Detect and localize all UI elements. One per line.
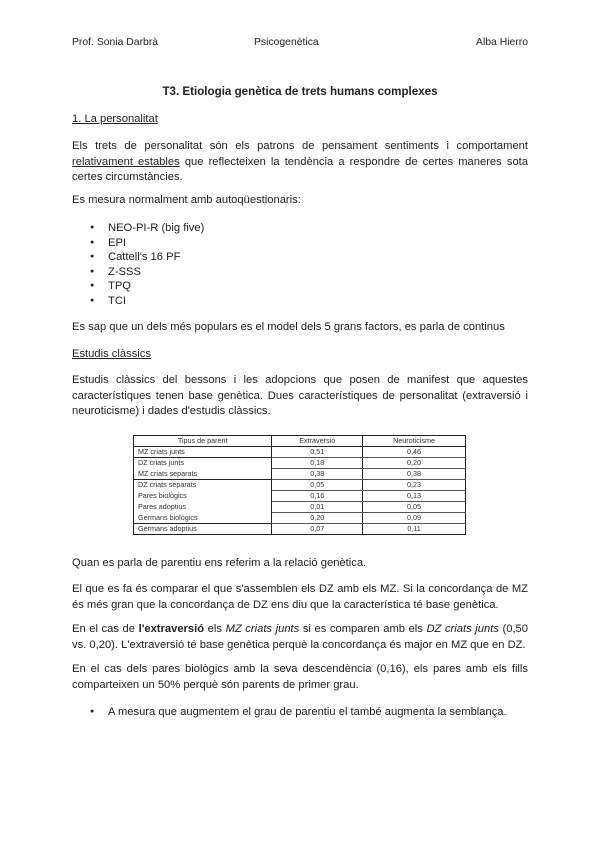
list-item: ● EPI [72,236,204,251]
paragraph-bold: l'extraversió [138,623,205,635]
table-cell: Pares adoptius [134,502,272,513]
list-item: ● TCI [72,294,204,309]
table-cell: 0,16 [272,491,363,502]
table-row [134,524,466,535]
paragraph-comparison: El que es fa és comparar el que s'assemblen els DZ amb els MZ. Si la concordança de MZ és més gran que la concordança de DZ ens diu que la característica té base genètica. [72,583,528,611]
paragraph-parents: En el cas dels pares biològics amb la seva descendència (0,16), els pares amb els fills comparteixen un 50% perquè són parents de primer grau. [72,663,528,691]
list-item: ● Z-SSS [72,265,204,280]
table-cell: DZ criats junts [134,458,272,469]
paragraph-text: els [204,623,226,635]
correlation-table [133,435,466,535]
paragraph-text: que reflecteixen la tendència a respondre de certes maneres sota certes circumstàncies. [72,155,528,184]
table-row [134,502,466,513]
table-cell: MZ criats separats [134,469,272,480]
list-item: ● NEO-PI-R (big five) [72,221,204,236]
table-cell: 0,51 [272,447,363,458]
paragraph-text: si es comparen amb els [299,623,427,635]
table-header: Tipus de parent [134,436,272,447]
table-cell: 0,01 [272,502,363,513]
table-header-row [134,436,466,447]
table-row [134,491,466,502]
paragraph-measurement: Es mesura normalment amb autoqüestionaris: [72,194,301,206]
paragraph-kinship: Quan es parla de parentiu ens referim a la relació genètica. [72,557,367,569]
table-header: Neuroticisme [363,436,466,447]
table-cell: Germans biològics [134,513,272,524]
table-cell: DZ criats separats [134,480,272,491]
section-heading-personalitat: 1. La personalitat [72,113,158,125]
list-item: ● A mesura que augmentem el grau de parentiu el també augmenta la semblança. [72,705,507,720]
section-heading-estudis: Estudis clàssics [72,348,151,360]
paragraph-text: Els trets de personalitat són els patrons de pensament sentiments i comportament [72,140,528,152]
list-item: ● TPQ [72,279,204,294]
conclusion-list [72,705,507,720]
paragraph-definition [72,139,528,186]
table-cell: 0,38 [363,469,466,480]
table-cell: 0,11 [363,524,466,535]
table-cell: 0,20 [363,458,466,469]
table-cell: Pares biològics [134,491,272,502]
paragraph-text: (0,50 vs. 0,20). L'extraversió té base genètica perquè la concordança és major en MZ que en DZ. [72,623,529,651]
table-cell: 0,05 [363,502,466,513]
table-cell: 0,46 [363,447,466,458]
paragraph-classic-studies: Estudis clàssics del bessons i les adopcions que posen de manifest que aquestes característiques tenen base genètica. Dues característiques de personalitat (extraversió i neuroticisme) i dades d'estudis clàssics. [72,374,528,418]
table-cell: 0,20 [272,513,363,524]
table-cell: 0,18 [272,458,363,469]
paragraph-big-five: Es sap que un dels més populars es el model dels 5 grans factors, es parla de continus [72,321,505,333]
questionnaire-list [72,221,204,309]
page-title: T3. Etiologia genètica de trets humans complexes [162,85,438,98]
header-student: Alba Hierro [476,37,528,48]
table-cell: 0,38 [272,469,363,480]
paragraph-text: En el cas de [72,623,139,635]
header-subject: Psicogenètica [254,37,319,48]
table-cell: Germans adoptius [134,524,272,535]
table-row [134,458,466,469]
table-cell: 0,07 [272,524,363,535]
paragraph-emphasis: relativament estables [72,155,180,168]
table-row [134,480,466,491]
table-cell: 0,05 [272,480,363,491]
table-cell: 0,13 [363,491,466,502]
table-cell: 0,23 [363,480,466,491]
header-author: Prof. Sonia Darbrà [72,37,159,48]
table-cell: MZ criats junts [134,447,272,458]
paragraph-italic: MZ criats junts [225,623,300,635]
table-row [134,469,466,480]
paragraph-extraversion [72,622,528,653]
list-item: ● Cattell's 16 PF [72,250,204,265]
table-row [134,447,466,458]
table-header: Extraversió [272,436,363,447]
table-cell: 0,09 [363,513,466,524]
table-row [134,513,466,524]
paragraph-italic: DZ criats junts [426,623,499,635]
